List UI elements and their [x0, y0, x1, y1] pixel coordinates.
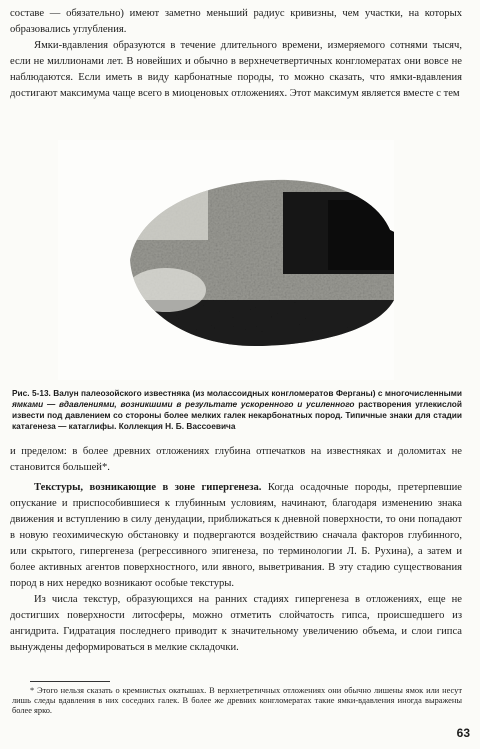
caption-tail: растворения углекислой извести под давлением со стороны более мелких галек некарбонатных пород. Типичные знаки для стадии катагенеза — катаглифы. Коллекция Н. Б. Вассоевича [12, 399, 462, 431]
paragraph-hypergenesis [10, 480, 462, 592]
paragraph-limit: и пределом: в более древних отложениях глубина отпечатков на известняках и доломитах не становится большей*. [10, 446, 462, 473]
section-heading: Текстуры, возникающие в зоне гипергенеза. [34, 482, 262, 493]
figure-limestone-boulder-photo [58, 140, 394, 380]
caption-head: Рис. 5-13. Валун палеозойского известняка (из моласcоидных конгломератов Ферганы) с многочисленными [12, 388, 462, 398]
boulder-photo-image [58, 140, 394, 380]
paragraph-continuation: составе — обязательно) имеют заметно меньший радиус кривизны, чем участки, на которых образовались углубления. [10, 8, 462, 35]
footnote-divider [30, 681, 110, 682]
figure-caption [12, 388, 462, 432]
page-number: 63 [456, 726, 470, 740]
paragraph-gypsum: Из числа текстур, образующихся на ранних стадиях гипергенеза в отложениях, еще не достигших поверхности литосферы, можно отметить слойчатость гипса, происшедшего из ангидрита. Гидратация последнего приводит к значительному увеличению объема, и слои гипса вынуждены деформироваться в мелкие складочки. [10, 594, 462, 653]
paragraph-hypergenesis-body: Когда осадочные породы, претерпевшие опускание и приспособившиеся к глубинным условиям, начинают, благодаря изменению знака движения и вступлению в силу денудации, приближаться к дневной поверхности, то они попадают в новую геохимическую обстановку и подвергаются воздействию сначала факторов глубинного, или скрытого, гипергенеза (регрессивного эпигенеза, по терминологии Л. Б. Рухина), а затем и более активных агентов поверхностного, или явного, выветривания. В эту стадию существования пород в них нередко возникают особые текстуры. [10, 482, 462, 589]
footnote: * Этого нельзя сказать о кремнистых окатышах. В верхнетретичных отложениях они обычно лишены ямок или несут лишь следы вдавления в них соседних галек. В более же древних конгломератах такие ямки-вдавления иногда выражены более ярко. [12, 686, 462, 715]
paragraph-pit-formation: Ямки-вдавления образуются в течение длительного времени, измеряемого сотнями тысяч, если не миллионами лет. В новейших и обычно в верхнечетвертичных конгломератах они вовсе не наблюдаются. Если иметь в виду карбонатные породы, то можно сказать, что ямки-вдавления достигают максимума чаще всего в миоценовых отложениях. Этот максимум является вместе с тем [10, 40, 462, 99]
caption-italic: ямками — вдавлениями, возникшими в результате ускоренного и усиленного [12, 399, 355, 409]
